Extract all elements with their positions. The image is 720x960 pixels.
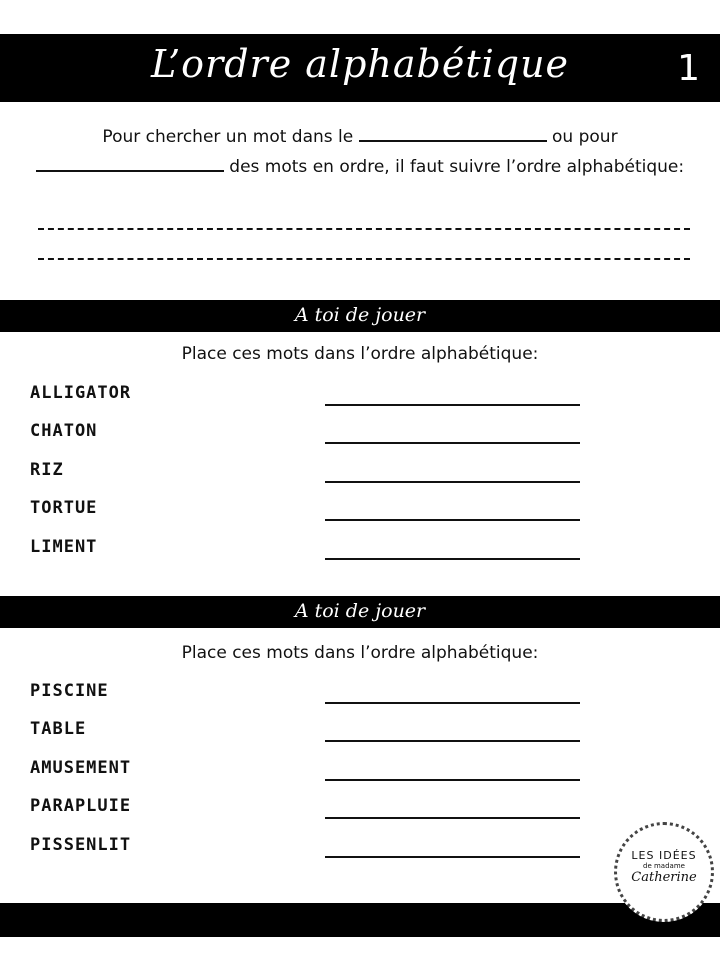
word-item: ALLIGATOR bbox=[30, 383, 132, 403]
answer-line[interactable] bbox=[325, 558, 580, 560]
intro-text-3: des mots en ordre, il faut suivre l’ordre alphabétique: bbox=[229, 157, 685, 177]
word-item: AMUSEMENT bbox=[30, 758, 132, 778]
word-item: TABLE bbox=[30, 719, 87, 739]
logo-text-1: LES IDÉES bbox=[631, 849, 697, 862]
answer-line[interactable] bbox=[325, 740, 580, 742]
answer-line[interactable] bbox=[325, 779, 580, 781]
page-title: L’ordre alphabétique bbox=[150, 42, 570, 86]
intro-blank-1[interactable] bbox=[359, 126, 547, 142]
answer-line[interactable] bbox=[325, 442, 580, 444]
word-item: LIMENT bbox=[30, 537, 98, 557]
intro-text-1: Pour chercher un mot dans le bbox=[102, 127, 354, 147]
writing-line-1[interactable] bbox=[38, 228, 690, 230]
intro-text-2: ou pour bbox=[552, 127, 618, 147]
writing-line-2[interactable] bbox=[38, 258, 690, 260]
answer-line[interactable] bbox=[325, 481, 580, 483]
brand-logo bbox=[614, 822, 714, 922]
answer-line[interactable] bbox=[325, 856, 580, 858]
word-item: TORTUE bbox=[30, 498, 98, 518]
logo-text-3: Catherine bbox=[631, 870, 697, 885]
page-number: 1 bbox=[677, 48, 700, 89]
section-2-instruction: Place ces mots dans l’ordre alphabétique: bbox=[181, 643, 539, 663]
section-1-title: A toi de jouer bbox=[294, 304, 426, 326]
answer-line[interactable] bbox=[325, 817, 580, 819]
section-1-bar bbox=[0, 300, 720, 332]
word-item: RIZ bbox=[30, 460, 64, 480]
title-bar bbox=[0, 34, 720, 102]
intro-paragraph bbox=[0, 122, 720, 182]
answer-line[interactable] bbox=[325, 702, 580, 704]
intro-blank-2[interactable] bbox=[36, 156, 224, 172]
word-item: PISCINE bbox=[30, 681, 109, 701]
word-item: CHATON bbox=[30, 421, 98, 441]
word-item: PISSENLIT bbox=[30, 835, 132, 855]
footer-bar bbox=[0, 903, 720, 937]
answer-line[interactable] bbox=[325, 519, 580, 521]
section-2-bar bbox=[0, 596, 720, 628]
logo-text-2: de madame bbox=[643, 862, 685, 870]
section-2-title: A toi de jouer bbox=[294, 600, 426, 622]
section-1-instruction: Place ces mots dans l’ordre alphabétique: bbox=[181, 344, 539, 364]
answer-line[interactable] bbox=[325, 404, 580, 406]
word-item: PARAPLUIE bbox=[30, 796, 132, 816]
